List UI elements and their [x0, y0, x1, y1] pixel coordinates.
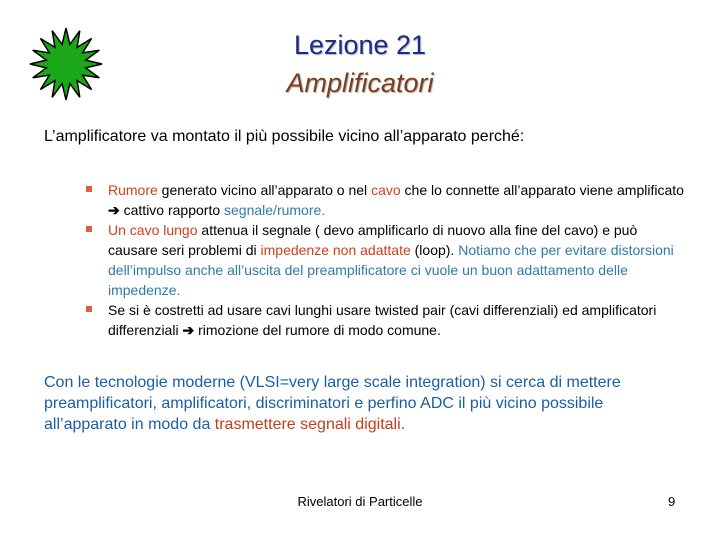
conclusion-end: . — [400, 416, 406, 433]
bullet-item — [86, 300, 686, 340]
bullet-text: attenua il segnale ( devo amplificarlo di nuovo alla fine del cavo) e può causare seri problemi di — [108, 222, 638, 258]
bullet-marker-icon — [86, 306, 92, 312]
highlight-cavo: cavo — [371, 182, 401, 198]
arrow-right-icon: ➔ — [108, 202, 120, 218]
highlight-segnali-digitali: trasmettere segnali digitali — [214, 416, 401, 433]
conclusion-text — [44, 372, 684, 435]
bullet-item — [86, 180, 686, 220]
intro-text: L’amplificatore va montato il più possibile vicino all’apparato perché: — [44, 128, 525, 145]
page-number: 9 — [668, 494, 676, 509]
bullet-text: Se si è costretti ad usare cavi lunghi usare twisted pair (cavi differenziali) ed amplificatori differenziali — [108, 302, 657, 338]
highlight-rumore: Rumore — [108, 182, 158, 198]
bullet-marker-icon — [86, 226, 92, 232]
highlight-note: Notiamo che per evitare distorsioni dell’impulso anche all’uscita del preamplificatore ci vuole un buon adattamento delle impedenze. — [108, 242, 674, 298]
highlight-segnale-rumore: segnale/rumore. — [224, 202, 326, 218]
conclusion-part: Con le tecnologie moderne (VLSI=very large scale integration) si cerca di mettere preamplificatori, amplificatori, discriminatori e perfino ADC il più vicino possibile all’apparato in modo da — [44, 374, 621, 433]
slide-title: Lezione 21 — [293, 30, 427, 60]
bullet-text: generato vicino all’apparato o nel — [157, 182, 372, 198]
bullet-marker-icon — [86, 186, 92, 192]
bullet-text: rimozione del rumore di modo comune. — [194, 322, 441, 338]
bullet-item — [86, 220, 686, 300]
slide-subtitle: Amplificatori — [286, 68, 434, 98]
arrow-right-icon: ➔ — [182, 322, 195, 338]
highlight-impedenze: impedenze non adattate — [260, 242, 411, 258]
bullet-text: cattivo rapporto — [119, 202, 225, 218]
bullet-text: che lo connette all’apparato viene amplificato — [400, 182, 684, 198]
footer-text: Rivelatori di Particelle — [297, 494, 423, 509]
bullet-list — [86, 180, 686, 340]
highlight-cavo-lungo: Un cavo lungo — [108, 222, 198, 238]
bullet-text: (loop). — [410, 242, 459, 258]
